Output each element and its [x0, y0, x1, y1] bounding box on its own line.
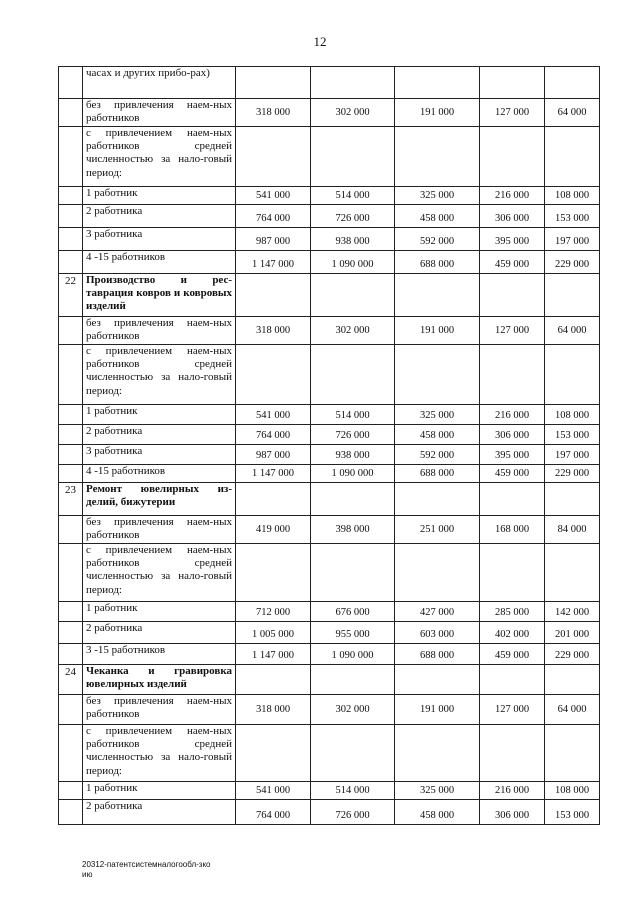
value-cell: 764 000 — [236, 425, 311, 445]
table-row — [59, 228, 600, 251]
value-cell: 229 000 — [545, 251, 600, 274]
row-number — [59, 465, 83, 483]
row-number — [59, 516, 83, 544]
value-cell: 1 090 000 — [311, 251, 395, 274]
value-cell — [311, 67, 395, 99]
table-row — [59, 251, 600, 274]
value-cell: 216 000 — [480, 187, 545, 205]
row-label: 3 работника — [83, 445, 236, 465]
row-label: без привлечения наем-ных работников — [83, 99, 236, 127]
table-row — [59, 695, 600, 725]
table-row — [59, 483, 600, 516]
row-number — [59, 205, 83, 228]
row-number — [59, 425, 83, 445]
table-row — [59, 544, 600, 602]
value-cell: 229 000 — [545, 644, 600, 665]
value-cell — [236, 127, 311, 187]
table-row — [59, 205, 600, 228]
value-cell — [480, 127, 545, 187]
row-number — [59, 228, 83, 251]
value-cell: 726 000 — [311, 800, 395, 825]
value-cell: 458 000 — [395, 205, 480, 228]
table-row — [59, 782, 600, 800]
value-cell — [545, 345, 600, 405]
value-cell: 1 090 000 — [311, 644, 395, 665]
value-cell — [311, 544, 395, 602]
row-label: 2 работника — [83, 425, 236, 445]
table-row — [59, 274, 600, 317]
value-cell: 726 000 — [311, 205, 395, 228]
value-cell: 302 000 — [311, 317, 395, 345]
value-cell: 514 000 — [311, 187, 395, 205]
value-cell: 201 000 — [545, 622, 600, 644]
value-cell: 459 000 — [480, 251, 545, 274]
value-cell: 459 000 — [480, 644, 545, 665]
row-label: без привлечения наем-ных работников — [83, 695, 236, 725]
value-cell: 306 000 — [480, 425, 545, 445]
table-row — [59, 405, 600, 425]
value-cell: 1 147 000 — [236, 644, 311, 665]
value-cell: 987 000 — [236, 445, 311, 465]
value-cell: 153 000 — [545, 425, 600, 445]
table-row — [59, 187, 600, 205]
value-cell: 458 000 — [395, 800, 480, 825]
table-row — [59, 465, 600, 483]
value-cell: 127 000 — [480, 99, 545, 127]
value-cell — [545, 544, 600, 602]
row-label: 3 работника — [83, 228, 236, 251]
value-cell: 197 000 — [545, 445, 600, 465]
value-cell: 688 000 — [395, 465, 480, 483]
value-cell: 108 000 — [545, 782, 600, 800]
row-label: 1 работник — [83, 782, 236, 800]
table-row — [59, 317, 600, 345]
table-row — [59, 425, 600, 445]
value-cell: 676 000 — [311, 602, 395, 622]
value-cell — [480, 665, 545, 695]
value-cell: 458 000 — [395, 425, 480, 445]
value-cell: 459 000 — [480, 465, 545, 483]
row-number — [59, 187, 83, 205]
value-cell — [480, 725, 545, 782]
table-row — [59, 345, 600, 405]
value-cell: 153 000 — [545, 800, 600, 825]
value-cell — [236, 345, 311, 405]
value-cell: 64 000 — [545, 99, 600, 127]
value-cell — [236, 725, 311, 782]
value-cell: 142 000 — [545, 602, 600, 622]
value-cell: 108 000 — [545, 405, 600, 425]
table-row — [59, 516, 600, 544]
row-label: 1 работник — [83, 602, 236, 622]
value-cell: 712 000 — [236, 602, 311, 622]
value-cell: 216 000 — [480, 405, 545, 425]
value-cell — [395, 725, 480, 782]
value-cell — [311, 127, 395, 187]
row-label: с привлечением наем-ных работников средней численностью за нало-говый период: — [83, 725, 236, 782]
value-cell: 395 000 — [480, 228, 545, 251]
value-cell — [545, 483, 600, 516]
value-cell — [236, 665, 311, 695]
value-cell: 938 000 — [311, 228, 395, 251]
value-cell — [236, 544, 311, 602]
activity-title: Производство и рес-таврация ковров и ковровых изделий — [83, 274, 236, 317]
row-label: 2 работника — [83, 205, 236, 228]
row-number — [59, 127, 83, 187]
row-label: без привлечения наем-ных работников — [83, 516, 236, 544]
table-body — [59, 67, 600, 825]
row-number: 22 — [59, 274, 83, 317]
value-cell — [395, 345, 480, 405]
value-cell: 216 000 — [480, 782, 545, 800]
value-cell — [545, 274, 600, 317]
row-number — [59, 602, 83, 622]
table-row — [59, 800, 600, 825]
value-cell: 1 147 000 — [236, 251, 311, 274]
table-row — [59, 99, 600, 127]
value-cell: 127 000 — [480, 695, 545, 725]
row-label: 3 -15 работников — [83, 644, 236, 665]
value-cell: 127 000 — [480, 317, 545, 345]
row-label: с привлечением наем-ных работников средней численностью за нало-говый период: — [83, 127, 236, 187]
row-label: 4 -15 работников — [83, 251, 236, 274]
row-number — [59, 405, 83, 425]
value-cell: 229 000 — [545, 465, 600, 483]
value-cell: 325 000 — [395, 782, 480, 800]
value-cell: 419 000 — [236, 516, 311, 544]
value-cell: 541 000 — [236, 405, 311, 425]
value-cell: 955 000 — [311, 622, 395, 644]
value-cell — [395, 665, 480, 695]
value-cell: 1 005 000 — [236, 622, 311, 644]
value-cell — [480, 67, 545, 99]
table-row — [59, 445, 600, 465]
document-footer — [82, 860, 211, 880]
value-cell — [395, 127, 480, 187]
value-cell — [236, 67, 311, 99]
row-label: 2 работника — [83, 800, 236, 825]
value-cell: 318 000 — [236, 317, 311, 345]
tax-rate-table — [58, 66, 600, 825]
row-number — [59, 445, 83, 465]
value-cell: 726 000 — [311, 425, 395, 445]
row-number — [59, 251, 83, 274]
value-cell: 108 000 — [545, 187, 600, 205]
row-number — [59, 99, 83, 127]
value-cell — [395, 483, 480, 516]
value-cell — [311, 665, 395, 695]
value-cell: 398 000 — [311, 516, 395, 544]
value-cell: 325 000 — [395, 405, 480, 425]
row-label: часах и других прибо-рах) — [83, 67, 236, 99]
value-cell: 603 000 — [395, 622, 480, 644]
activity-title: Чеканка и гравировка ювелирных изделий — [83, 665, 236, 695]
row-label: с привлечением наем-ных работников средней численностью за нало-говый период: — [83, 345, 236, 405]
value-cell: 395 000 — [480, 445, 545, 465]
value-cell: 592 000 — [395, 445, 480, 465]
value-cell: 153 000 — [545, 205, 600, 228]
row-number — [59, 67, 83, 99]
row-number — [59, 544, 83, 602]
value-cell: 197 000 — [545, 228, 600, 251]
row-number — [59, 725, 83, 782]
value-cell: 302 000 — [311, 99, 395, 127]
value-cell — [545, 665, 600, 695]
value-cell — [236, 483, 311, 516]
row-number — [59, 695, 83, 725]
row-label: 1 работник — [83, 187, 236, 205]
table-row — [59, 67, 600, 99]
value-cell — [311, 345, 395, 405]
value-cell: 1 090 000 — [311, 465, 395, 483]
value-cell: 191 000 — [395, 99, 480, 127]
value-cell — [545, 725, 600, 782]
row-label: 1 работник — [83, 405, 236, 425]
value-cell: 514 000 — [311, 782, 395, 800]
value-cell: 285 000 — [480, 602, 545, 622]
value-cell — [480, 544, 545, 602]
value-cell — [480, 274, 545, 317]
value-cell: 541 000 — [236, 187, 311, 205]
value-cell — [480, 345, 545, 405]
value-cell: 514 000 — [311, 405, 395, 425]
value-cell — [545, 67, 600, 99]
value-cell — [395, 544, 480, 602]
value-cell: 191 000 — [395, 695, 480, 725]
row-number — [59, 622, 83, 644]
value-cell: 318 000 — [236, 695, 311, 725]
value-cell: 251 000 — [395, 516, 480, 544]
table-row — [59, 622, 600, 644]
footer-line-2: ию — [82, 870, 93, 879]
value-cell: 688 000 — [395, 251, 480, 274]
value-cell: 402 000 — [480, 622, 545, 644]
row-number — [59, 782, 83, 800]
value-cell: 64 000 — [545, 317, 600, 345]
value-cell: 306 000 — [480, 800, 545, 825]
value-cell — [480, 483, 545, 516]
row-label: без привлечения наем-ных работников — [83, 317, 236, 345]
value-cell: 938 000 — [311, 445, 395, 465]
row-label: 4 -15 работников — [83, 465, 236, 483]
table-row — [59, 602, 600, 622]
row-label: с привлечением наем-ных работников средней численностью за нало-говый период: — [83, 544, 236, 602]
value-cell: 64 000 — [545, 695, 600, 725]
value-cell — [311, 274, 395, 317]
table-row — [59, 725, 600, 782]
row-number — [59, 644, 83, 665]
value-cell — [236, 274, 311, 317]
value-cell: 764 000 — [236, 800, 311, 825]
value-cell: 688 000 — [395, 644, 480, 665]
row-number — [59, 317, 83, 345]
value-cell: 168 000 — [480, 516, 545, 544]
value-cell: 191 000 — [395, 317, 480, 345]
value-cell: 306 000 — [480, 205, 545, 228]
row-label: 2 работника — [83, 622, 236, 644]
row-number: 24 — [59, 665, 83, 695]
value-cell — [545, 127, 600, 187]
value-cell: 302 000 — [311, 695, 395, 725]
row-number — [59, 345, 83, 405]
value-cell — [395, 67, 480, 99]
row-number: 23 — [59, 483, 83, 516]
activity-title: Ремонт ювелирных из-делий, бижутерии — [83, 483, 236, 516]
footer-line-1: 20312-патентсистемналогообл-зко — [82, 860, 211, 869]
value-cell: 325 000 — [395, 187, 480, 205]
value-cell: 987 000 — [236, 228, 311, 251]
value-cell — [311, 725, 395, 782]
value-cell: 427 000 — [395, 602, 480, 622]
value-cell: 318 000 — [236, 99, 311, 127]
table-row — [59, 127, 600, 187]
table-row — [59, 665, 600, 695]
table-row — [59, 644, 600, 665]
value-cell: 592 000 — [395, 228, 480, 251]
value-cell — [395, 274, 480, 317]
value-cell — [311, 483, 395, 516]
value-cell: 1 147 000 — [236, 465, 311, 483]
page-number: 12 — [313, 34, 327, 49]
value-cell: 764 000 — [236, 205, 311, 228]
value-cell: 541 000 — [236, 782, 311, 800]
row-number — [59, 800, 83, 825]
value-cell: 84 000 — [545, 516, 600, 544]
